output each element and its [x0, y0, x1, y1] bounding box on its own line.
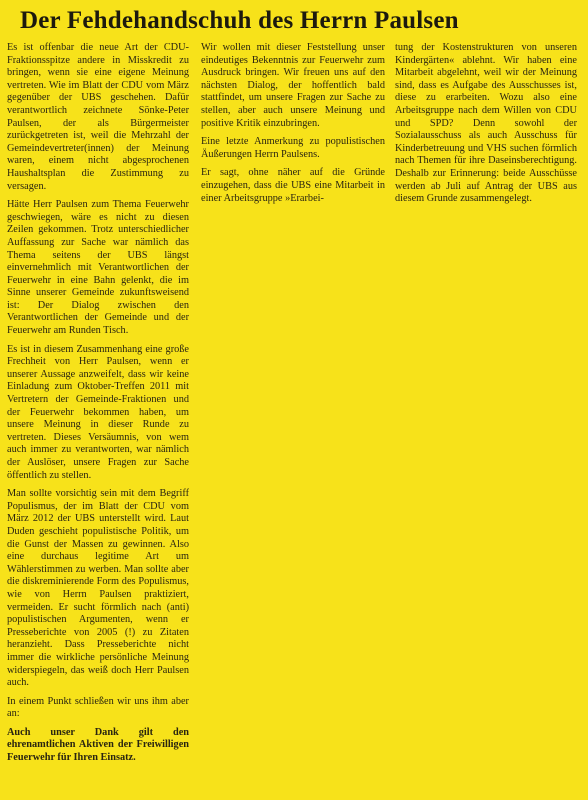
- paragraph: Man sollte vorsichtig sein mit dem Begriff Populismus, der im Blatt der CDU vom März 2012 der UBS unterstellt wird. Laut Duden geschieht populistische Politik, um die Gunst der Massen zu gewinnen. Also eine durchaus legitime Art um Wählerstimmen zu werben. Man sollte aber die diskreminierende Form des Populismus, wie von Herrn Paulsen praktiziert, vermeiden. Er sucht förmlich nach (anti) populistischen Argumenten, wenn er Presseberichte von 2005 (!) zu Zitaten heranzieht. Dass Presseberichte nicht immer die wirkliche persönliche Meinung widerspiegeln, das weiß doch Herr Paulsen auch.: [7, 488, 189, 689]
- paragraph: Hätte Herr Paulsen zum Thema Feuerwehr geschwiegen, wäre es nicht zu diesen Zeilen gekommen. Trotz unterschiedlicher Auffassung zur Sache war nämlich das Thema seitens der UBS längst einvernehmlich mit Verantwortlichen der Feuerwehr in eine Bahn gelenkt, die im Sinne unserer Gemeinde zukunftsweisend ist: Der Dialog zwischen den Verantwortlichen der Gemeinde und der Feuerwehr am Runden Tisch.: [7, 199, 189, 337]
- paragraph: Wir wollen mit dieser Feststellung unser eindeutiges Bekenntnis zur Feuerwehr zum Ausdruck bringen. Wir freuen uns auf den nächsten Dialog, der hoffentlich bald stattfindet, um unsere Fragen zur Sache zu stellen, aber auch unsere Meinung und positive Kritik einzubringen.: [201, 42, 385, 129]
- article-headline: Der Fehdehandschuh des Herrn Paulsen: [20, 7, 459, 34]
- paragraph: tung der Kostenstrukturen von unseren Kindergärten« ablehnt. Wir haben eine Mitarbeit abgelehnt, weil wir der Meinung sind, dass es Aufgabe des Ausschusses ist, diese zu erarbeiten. Wozu also eine Arbeitsgruppe nach dem Willen von CDU und SPD? Denn sowohl der Sozialausschuss als auch Ausschuss für Kinderbetreuung und VHS suchen förmlich nach Themen für ihre Daseinsberechtigung. Deshalb zur Erinnerung: beide Ausschüsse werden ab Juli auf Antrag der UBS aus diesem Grunde zusammengelegt.: [395, 42, 577, 205]
- paragraph: Es ist offenbar die neue Art der CDU-Fraktionsspitze andere in Misskredit zu bringen, wenn sie eine eigene Meinung vertreten. Wie im Blatt der CDU vom März gegenüber der UBS geschehen. Dafür verantwortlich zeichnete Sönke-Peter Paulsen, der als Bürgermeister zurückgetreten ist, weil die Mehrzahl der Gemeindevertreter(innen) der Meinung waren, einem nicht abgesprochenen Haushaltsplan die Zustimmung zu versagen.: [7, 42, 189, 192]
- paragraph: In einem Punkt schließen wir uns ihm aber an:: [7, 695, 189, 720]
- article-column-3: [395, 42, 577, 794]
- closing-bold-statement: Auch unser Dank gilt den ehrenamtlichen Aktiven der Freiwilligen Feuerwehr für Ihren Einsatz.: [7, 726, 189, 764]
- article-column-1: [7, 42, 189, 794]
- paragraph: Er sagt, ohne näher auf die Gründe einzugehen, dass die UBS eine Mitarbeit in einer Arbeitsgruppe »Erarbei-: [201, 167, 385, 204]
- article-column-2: [201, 42, 385, 794]
- paragraph: Eine letzte Anmerkung zu populistischen Äußerungen Herrn Paulsens.: [201, 136, 385, 160]
- paragraph: Es ist in diesem Zusammenhang eine große Frechheit von Herr Paulsen, wenn er unserer Aussage anzweifelt, dass wir keine Einladung zum Oktober-Treffen 2011 mit Vertretern der Gemeinde-Fraktionen und der Feuerwehr bekommen haben, um unsere Meinung in dieser Runde zu vertreten. Dieses Versäumnis, von wem auch immer zu verantworten, war nämlich der Auslöser, unsere Fragen zur Sache öffentlich zu stellen.: [7, 343, 189, 481]
